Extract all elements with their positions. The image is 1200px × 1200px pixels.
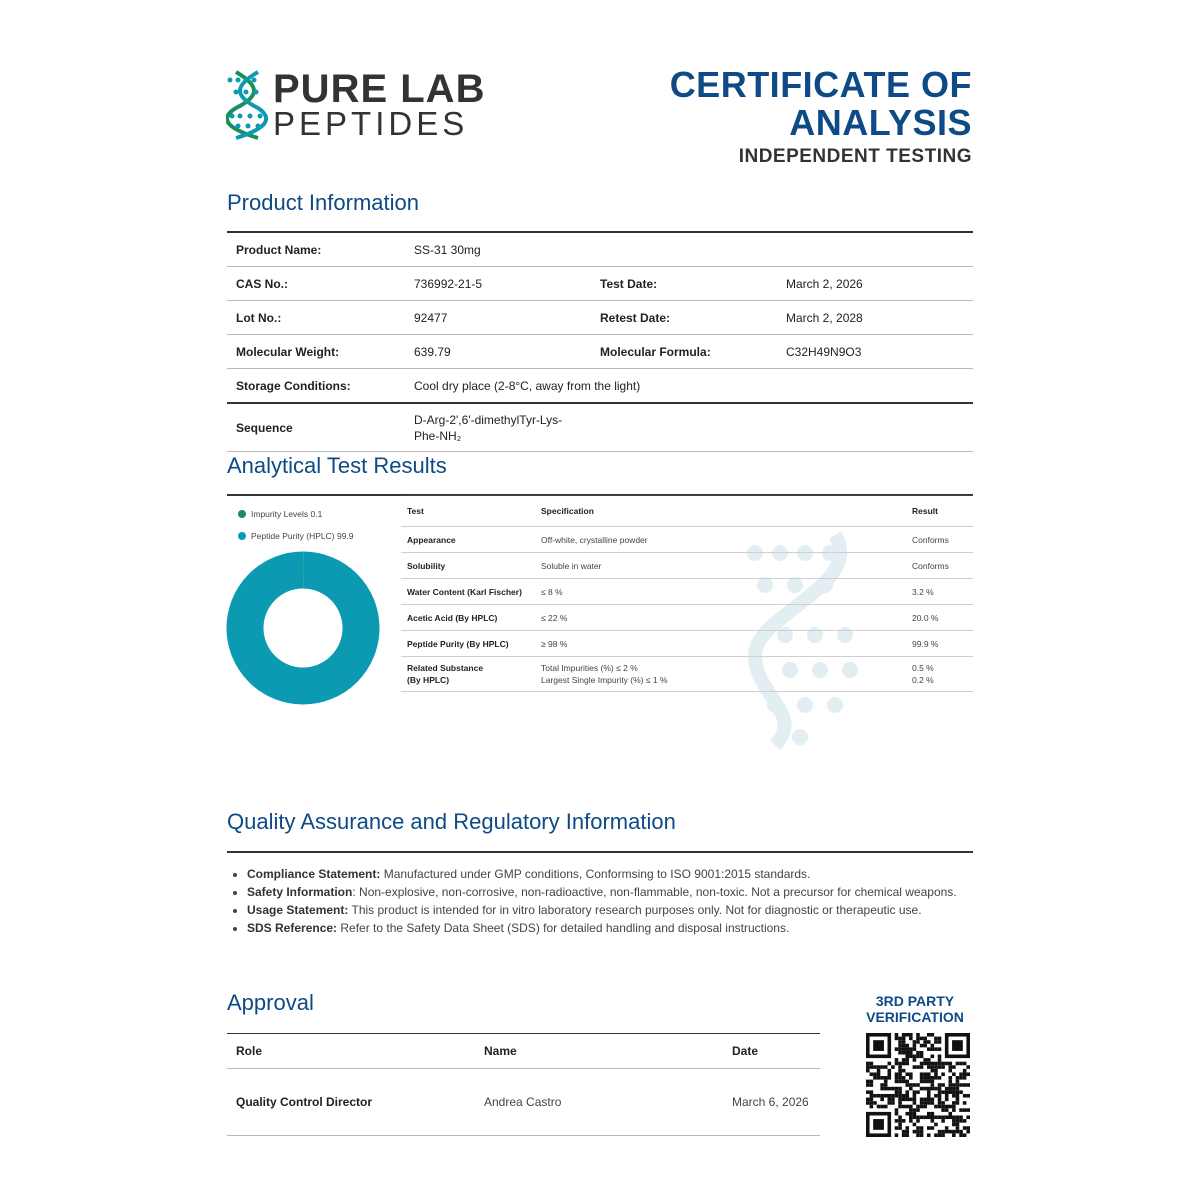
approval-title: Approval [227, 990, 314, 1015]
test-name: Acetic Acid (By HPLC) [407, 612, 498, 623]
header-result: Result [912, 506, 938, 516]
lot-value: 92477 [414, 310, 448, 325]
approval-header-row [227, 1033, 820, 1069]
test-name: Peptide Purity (By HPLC) [407, 638, 509, 649]
qa-item-text: Refer to the Safety Data Sheet (SDS) for detailed handling and disposal instructions. [337, 921, 790, 935]
approval-role: Quality Control Director [236, 1095, 373, 1109]
approval-table [227, 1033, 820, 1136]
qr-code-icon[interactable] [866, 1033, 970, 1137]
test-spec: ≥ 98 % [541, 638, 568, 649]
cas-label: CAS No.: [236, 276, 288, 291]
table-row [227, 1069, 820, 1136]
lot-row [227, 301, 973, 335]
product-name-value: SS-31 30mg [414, 242, 481, 257]
sequence-label: Sequence [236, 420, 293, 435]
product-name-row [227, 233, 973, 267]
test-date-value: March 2, 2026 [786, 276, 863, 291]
qa-item-label: Usage Statement: [247, 903, 349, 917]
test-name [401, 662, 541, 686]
legend-item-purity [238, 531, 354, 541]
qa-item-text: Manufactured under GMP conditions, Conformsing to ISO 9001:2015 standards. [380, 867, 811, 881]
verification-block [855, 993, 975, 1025]
test-spec: ≤ 8 % [541, 586, 563, 597]
table-row [401, 579, 973, 605]
table-row [401, 605, 973, 631]
legend-item-impurity [238, 509, 322, 519]
dna-logo-icon [226, 68, 270, 140]
donut-slice-peptide-purity-hplc [245, 570, 361, 686]
related-test-line2: (By HPLC) [407, 675, 450, 685]
product-info-title: Product Information [227, 190, 419, 215]
brand-name-line2: PEPTIDES [273, 105, 469, 142]
storage-row [227, 369, 973, 404]
test-name: Solubility [407, 560, 446, 571]
mw-row [227, 335, 973, 369]
related-spec-line1: Total Impurities (%) ≤ 2 % [541, 663, 638, 673]
qa-item-label: Safety Information [247, 885, 353, 899]
qa-item-text: This product is intended for in vitro laboratory research purposes only. Not for diagnostic or therapeutic use. [348, 903, 922, 917]
test-result: Conforms [912, 560, 949, 571]
test-result: Conforms [912, 534, 949, 545]
formula-label: Molecular Formula: [600, 344, 711, 359]
table-row [401, 527, 973, 553]
list-item [247, 865, 977, 883]
test-result: 20.0 % [912, 612, 939, 623]
test-result: 3.2 % [912, 586, 934, 597]
table-row [401, 657, 973, 692]
title-line1: CERTIFICATE OF [669, 64, 972, 105]
brand-logo [226, 66, 486, 144]
qa-divider [227, 851, 973, 853]
sequence-line1: D-Arg-2',6'-dimethylTyr-Lys- [414, 412, 563, 427]
qa-item-label: SDS Reference: [247, 921, 338, 935]
verification-line2: VERIFICATION [866, 1009, 964, 1025]
related-spec-line2: Largest Single Impurity (%) ≤ 1 % [541, 675, 668, 685]
brand-name-line1: PURE LAB [273, 67, 486, 111]
storage-value: Cool dry place (2-8°C, away from the light) [414, 378, 641, 393]
mw-value: 639.79 [414, 344, 451, 359]
qa-item-text: : Non-explosive, non-corrosive, non-radioactive, non-flammable, non-toxic. Not a precursor for chemical weapons. [352, 885, 957, 899]
cas-value: 736992-21-5 [414, 276, 483, 291]
legend-label-purity: Peptide Purity (HPLC) 99.9 [251, 531, 354, 541]
header-date: Date [732, 1044, 759, 1058]
purity-donut-chart [226, 551, 380, 705]
legend-dot-impurity [238, 510, 246, 518]
sequence-row [227, 404, 973, 452]
legend-label-impurity: Impurity Levels 0.1 [251, 509, 323, 519]
test-spec: Off-white, crystalline powder [541, 534, 648, 545]
test-name: Water Content (Karl Fischer) [407, 586, 522, 597]
test-date-label: Test Date: [600, 276, 658, 291]
approval-date: March 6, 2026 [732, 1095, 809, 1109]
list-item [247, 919, 977, 937]
header-role: Role [236, 1044, 263, 1058]
analytical-header-row [401, 496, 973, 527]
test-spec: Soluble in water [541, 560, 602, 571]
related-result-line1: 0.5 % [912, 663, 934, 673]
retest-date-label: Retest Date: [600, 310, 671, 325]
sequence-line2: Phe-NH₂ [414, 428, 462, 443]
mw-label: Molecular Weight: [236, 344, 340, 359]
title-line2: ANALYSIS [789, 102, 972, 143]
test-result: 99.9 % [912, 638, 939, 649]
qa-title: Quality Assurance and Regulatory Information [227, 809, 676, 834]
qa-item-label: Compliance Statement: [247, 867, 381, 881]
table-row [401, 631, 973, 657]
lot-label: Lot No.: [236, 310, 282, 325]
list-item [247, 901, 977, 919]
related-test-line1: Related Substance [407, 663, 484, 673]
list-item [247, 883, 977, 901]
product-name-label: Product Name: [236, 242, 322, 257]
formula-value: C32H49N9O3 [786, 344, 862, 359]
analytical-table [401, 495, 973, 692]
header-spec: Specification [541, 506, 594, 516]
test-spec: ≤ 22 % [541, 612, 568, 623]
verification-line1: 3RD PARTY [875, 993, 955, 1009]
test-result [912, 662, 973, 686]
analytical-title: Analytical Test Results [227, 453, 447, 478]
product-info-table [227, 231, 973, 452]
sequence-value [414, 412, 600, 444]
document-title [670, 66, 972, 168]
test-name: Appearance [407, 534, 456, 545]
retest-date-value: March 2, 2028 [786, 310, 863, 325]
table-row [401, 553, 973, 579]
approval-name: Andrea Castro [484, 1095, 562, 1109]
cas-row [227, 267, 973, 301]
header-test: Test [407, 506, 424, 516]
related-result-line2: 0.2 % [912, 675, 934, 685]
title-subtitle: INDEPENDENT TESTING [738, 146, 972, 167]
test-spec [541, 662, 912, 686]
qa-list [227, 865, 977, 937]
legend-dot-purity [238, 532, 246, 540]
storage-label: Storage Conditions: [236, 378, 351, 393]
header-name: Name [484, 1044, 517, 1058]
